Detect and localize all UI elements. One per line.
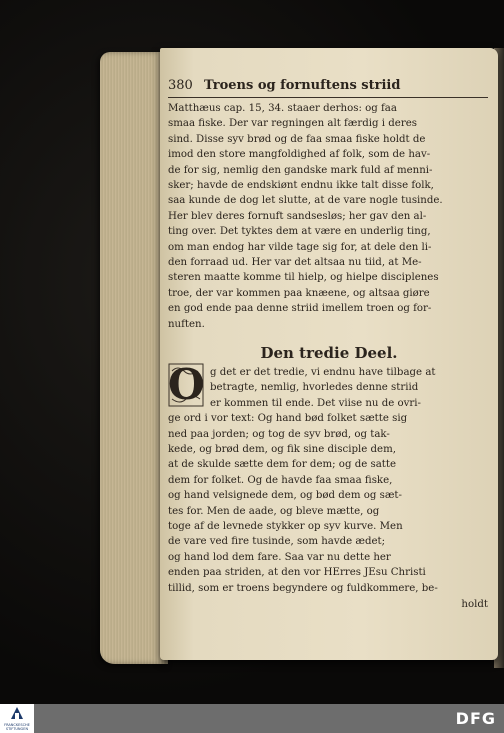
text-line: og hand lod dem fare. Saa var nu dette her bbox=[168, 551, 391, 563]
book-fore-edge bbox=[100, 52, 168, 664]
text-line: ned paa jorden; og tog de syv brød, og tak- bbox=[168, 428, 390, 440]
text-line: de vare ved fire tusinde, som havde ædet; bbox=[168, 536, 386, 548]
running-head bbox=[168, 78, 488, 93]
text-line: steren maatte komme til hielp, og hielpe disciplenes bbox=[168, 272, 439, 284]
text-line: troe, der var kommen paa knæene, og altsaa giøre bbox=[168, 287, 430, 299]
ornamental-initial bbox=[168, 360, 205, 409]
text-line: imod den store mangfoldighed af folk, som de hav- bbox=[168, 149, 431, 161]
text-line: om man endog har vilde tage sig for, at dele den li- bbox=[168, 241, 432, 253]
text-line: nuften. bbox=[168, 318, 205, 330]
viewer-footer-bar bbox=[0, 704, 504, 733]
text-line: dem for folket. Og de havde faa smaa fiske, bbox=[168, 474, 393, 486]
text-line: de for sig, nemlig den gandske mark fuld af menni- bbox=[168, 164, 433, 176]
institution-logo-text: FRANCKESCHE STIFTUNGEN bbox=[4, 723, 30, 731]
text-line: betragte, nemlig, hvorledes denne striid bbox=[210, 382, 419, 394]
text-line: smaa fiske. Der var regningen alt færdig i deres bbox=[168, 118, 417, 130]
catchword: holdt bbox=[461, 599, 488, 610]
text-line: g det er det tredie, vi endnu have tilbage at bbox=[210, 367, 436, 378]
text-line: saa kunde de dog let slutte, at de vare nogle tusinde. bbox=[168, 195, 443, 207]
institution-emblem-icon bbox=[0, 704, 34, 724]
text-line: ting over. Det tyktes dem at være en underlig ting, bbox=[168, 226, 431, 238]
header-rule bbox=[168, 97, 488, 98]
text-line: tes for. Men de aade, og bleve mætte, og bbox=[168, 505, 380, 517]
text-line: kede, og brød dem, og fik sine disciple dem, bbox=[168, 444, 396, 455]
text-line: er kommen til ende. Det viise nu de ovri- bbox=[210, 397, 421, 409]
text-line: enden paa striden, at den vor HErres JEsu Christi bbox=[168, 567, 426, 579]
text-line: og hand velsignede dem, og bød dem og sæt- bbox=[168, 490, 402, 502]
text-line: sker; havde de endskiønt endnu ikke talt disse folk, bbox=[168, 180, 434, 191]
text-line: sind. Disse syv brød og de faa smaa fiske holdt de bbox=[168, 133, 426, 145]
book-page bbox=[160, 48, 498, 660]
text-line: at de skulde sætte dem for dem; og de satte bbox=[168, 459, 397, 471]
text-line: tillid, som er troens begyndere og fuldkommere, be- bbox=[168, 582, 438, 594]
text-line: en god ende paa denne striid imellem troen og for- bbox=[168, 303, 432, 315]
text-line: Matthæus cap. 15, 34. staaer derhos: og faa bbox=[168, 103, 397, 114]
page-number: 380 bbox=[168, 78, 193, 93]
text-line: toge af de levnede stykker op syv kurve. Men bbox=[168, 521, 403, 532]
text-line: den forraad ud. Her var det altsaa nu tiid, at Me- bbox=[168, 257, 422, 268]
institution-logo[interactable] bbox=[0, 704, 34, 733]
dfg-logo[interactable]: DFG bbox=[455, 709, 496, 728]
drop-cap-letter: O bbox=[168, 360, 205, 409]
text-line: Her blev deres fornuft sandsesløs; her gav den al- bbox=[168, 210, 427, 222]
section-heading: Den tredie Deel. bbox=[260, 344, 398, 362]
running-head-title: Troens og fornuftens striid bbox=[204, 78, 401, 93]
text-line: ge ord i vor text: Og hand bød folket sætte sig bbox=[168, 413, 408, 425]
